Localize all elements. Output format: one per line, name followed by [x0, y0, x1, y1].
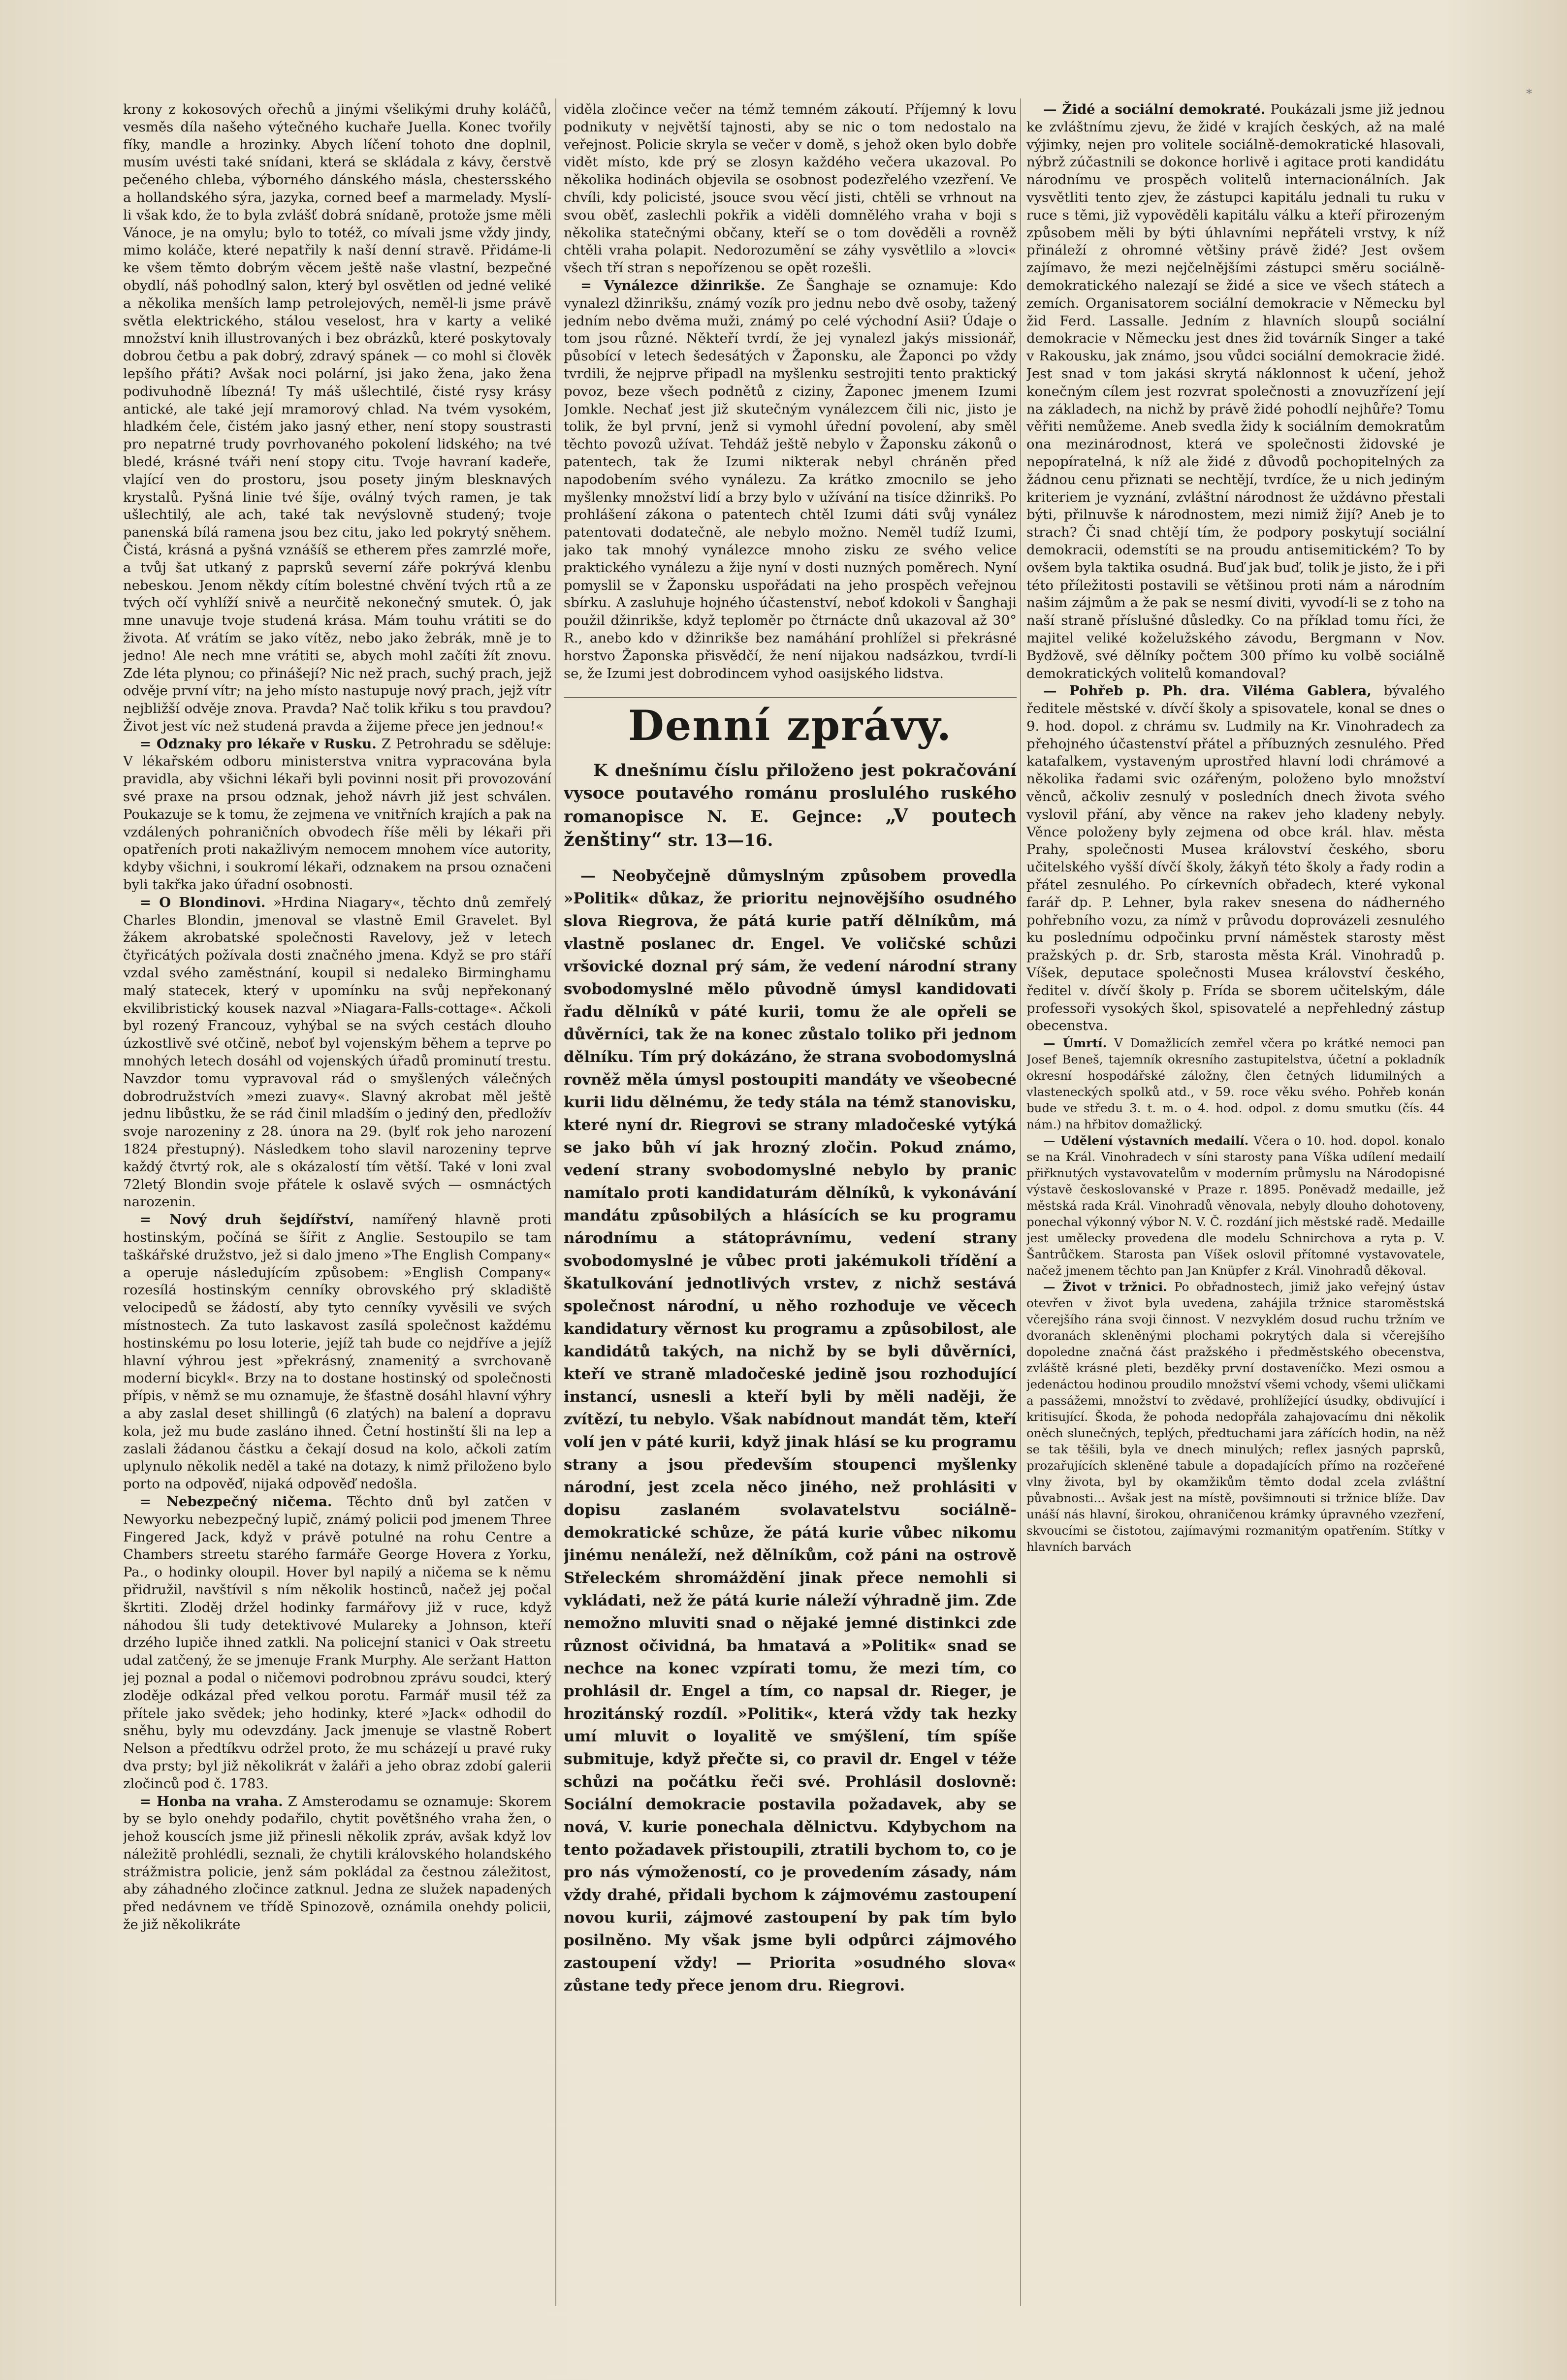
article-paragraph	[123, 894, 551, 1211]
article-body: Z Petrohradu se sděluje: V lékařském odboru ministerstva vnitra vypracována byla pravidla, aby všichni lékaři byli povinni nosit při provozování své praxe na prsou odznak, jehož návrh již jest schválen. Poukazuje se k tomu, že zejmena ve vnitřních krajích a pak na vzdálených pohraničních obvodech říše měli by lékaři při opatřeních proti nakažlivým nemocem mnohem více autority, kdyby všichni, i soukromí lékaři, odznakem na prsou označeni byli takřka jako úřadní osobnosti.	[123, 736, 551, 893]
novel-title: „V poutech ženštiny“	[564, 804, 1017, 851]
section-heading: Denní zprávy.	[564, 697, 1017, 750]
article-paragraph	[564, 101, 1017, 277]
article-body: Těchto dnů byl zatčen v Newyorku nebezpečný lupič, známý policii pod jmenem Three Fingered Jack, když v právě potulné na rohu Centre a Chambers streetu starého farmáře George Hovera z Yorku, Pa., o hodinky oloupil. Hover byl napilý a ničema se k němu přidružil, navštívil s ním několik hostinců, načež jej počal škrtiti. Zloděj držel hodinky farmářovy již v ruce, když náhodou šli tudy detektivové Mulareky a Johnson, kteří drzého lupiče ihned zatkli. Na policejní stanici v Oak streetu udal zatčený, že se jmenuje Frank Murphy. Ale seržant Hatton jej poznal a podal o ničemovi podrobnou zprávu soudci, který zloděje odkázal před velkou porotu. Farmář musil též za přítele jako svědek; jeho hodinky, které »Jack« odhodil do sněhu, byly mu odevzdány. Jack jmenuje se vlastně Robert Nelson a předtíkvu održel proto, že mu scházejí u pravé ruky dva prsty; byl již několikrát v žaláři a jeho obraz zdobí galerii zločinců pod č. 1783.	[123, 1493, 551, 1792]
article-body: bývalého ředitele městské v. dívčí školy a spisovatele, konal se dnes o 9. hod. dopol. z chrámu sv. Ludmily na Kr. Vinohradech za přehojného účastenství přátel a příbuzných zesnulého. Před katafalkem, vystaveným uprostřed hlavní lodi chrámové a několika řadami svic ozářeným, položeno bylo množství věnců, ačkoliv zesnulý v posledních dnech života svého vyslovil přání, aby věnce na rakev jeho kladeny nebyly. Věnce položeny byly zejmena od obce král. hlav. města Prahy, společnosti Musea království českého, sboru učitelského vyšší dívčí školy, žákyň této školy a řady rodin a přátel zesnulého. Po církevních obřadech, které vykonal farář dp. P. Lehner, byla rakev snesena do nádherného pohřebního vozu, za nímž v průvodu doprovázeli zesnulého ku poslednímu odpočinku první náměstek starosty měst pražských p. dr. Srb, starosta města Král. Vinohradů p. Víšek, deputace společnosti Musea království českého, ředitel v. dívčí školy p. Frída se sborem učitelským, dále professoři vysokých škol, spisovatelé a nepřehledný zástup obecenstva.	[1026, 683, 1445, 1034]
article-headline: — Židé a sociální demokraté.	[1043, 101, 1266, 117]
article-paragraph	[123, 1793, 551, 1934]
article-paragraph	[1026, 1035, 1445, 1132]
notice-pages: str. 13—16.	[662, 831, 773, 851]
article-body: Z Amsterodamu se oznamuje: Skorem by se bylo onehdy podařilo, chytit povětšného vraha žen, o jehož kouscích jsme již přinesli několik zpráv, avšak když lov náležitě prohlédli, seznali, že chytili královského holandského strážmistra policie, jenž sám pokládal za čestnou záležitost, aby záhadného zločince zatknul. Jedna ze služek napadených před nedávnem ve třídě Spinozově, oznámila onehdy policii, že již několikráte	[123, 1793, 551, 1933]
article-paragraph	[564, 865, 1017, 1997]
article-body: Ze Šanghaje se oznamuje: Kdo vynalezl džinrikšu, známý vozík pro jednu nebo dvě osoby, tažený jedním nebo dvěma muži, známý po celé východní Asii? Údaje o tom jsou různé. Někteří tvrdí, že jej vynalezl jakýs missionář, působící v letech šedesátých v Žaponsku, ale Žaponci po vždy tvrdili, že nejprve připadl na myšlenku sestrojiti tento praktický povoz, beze všech podnětů z ciziny, Žaponec jmenem Izumi Jomkle. Nechať jest již skutečným vynálezcem čili nic, jisto je tolik, že byl první, jenž si vymohl úřední povolení, aby směl těchto povozů užívat. Tehdáž ještě nebylo v Žaponsku zákonů o patentech, tak že Izumi nikterak nebyl chráněn před napodobením svého vynálezu. Za krátko zmocnilo se jeho myšlenky množství lidí a brzy bylo v užívání na tisíce džinrikš. Po prohlášení zákona o patentech chtěl Izumi dáti svůj vynález patentovati dodatečně, ale nebylo možno. Neměl tudíž Izumi, jako tak mnohý vynálezce mnoho zisku ze svého velice praktického vynálezu a žije nyní v dosti nuzných poměrech. Nyní pomyslil se v Žaponsku uspořádati na jeho prospěch veřejnou sbírku. A zasluhuje hojného účastenství, neboť kdokoli v Šanghaji použil džinrikše, když teploměr po čtrnácte dnů ukazoval až 30° R., anebo kdo v džinrikše bez namáhání prohlížel si překrásné horstvo Žaponska přisvědčí, že není nijakou nadsázkou, tvrdí-li se, že Izumi jest dobrodincem vyhod oasijského lidstva.	[564, 277, 1017, 681]
column-rule	[1020, 98, 1021, 2306]
article-body: Poukázali jsme již jednou ke zvláštnímu zjevu, že židé v krajích českých, až na malé výjimky, nejen pro volitele sociálně-demokratické hlasovali, nýbrž zúčastnili se dokonce horlivě i agitace proti kandidátu národnímu ve prospěch volitelů internacionálních. Jak vysvětliti tento zjev, že zástupci kapitálu jednali tu ruku v ruce s těmi, již vypověděli kapitálu válku a kteří přirozeným způsobem měli by býti úhlavními nepřáteli vrstvy, k níž přináleží z ohromné většiny právě židé? Jest ovšem zajímavo, že mezi nejčelnějšími zástupci směru sociálně-demokratického nalezají se židé a sice ve všech státech a zemích. Organisatorem sociální demokracie v Německu byl žid Ferd. Lassalle. Jedním z hlavních sloupů sociální demokracie v Německu jest dnes žid továrník Singer a také v Rakousku, jak známo, jsou vůdci sociální demokracie židé. Jest snad v tom jakási skrytá náklonnost k učení, jehož konečným cílem jest rozvrat společnosti a znovuzřízení její na základech, na nichž by právě židé pohodlí nejhůře? Tomu věřiti nemůžeme. Aneb svedla židy k sociálním demokratům ona mezinárodnost, která ve společnosti židovské je nepopíratelná, k níž ale židé z důvodů pochopitelných za žádnou cenu přiznati se nechtějí, tvrdíce, že u nich jediným kriteriem je vyznání, zvláštní národnost že uždávno přestali býti, přilnuvše k národnostem, mezi nimiž žijí? Aneb je to strach? Či snad chtějí tím, že podpory poskytují sociální demokracii, odemstíti se na proudu antisemitickém? To by ovšem byla taktika osudná. Buď jak buď, tolik je jisto, že i při této příležitosti postavili se většinou proti nám a národním našim zájmům a že pak se nesmí diviti, vyvodí-li se z toho na naší straně příslušné důsledky. Co na příklad tomu říci, že majitel veliké koželužského závodu, Bergmann v Nov. Bydžově, své dělníky počtem 300 přímo ku volbě sociálně demokratických volitelů komandoval?	[1026, 101, 1445, 681]
article-paragraph	[1026, 682, 1445, 1035]
article-paragraph	[564, 277, 1017, 682]
article-paragraph	[1026, 101, 1445, 682]
article-body: provedla »Politik« důkaz, že prioritu nejnovějšího osudného slova Riegrova, že pátá kurie patří dělníkům, má vlastně poslanec dr. Engel. Ve voličské schůzi vršovické doznal prý sám, že vedení národní strany svobodomyslné mělo původně úmysl kandidovati řadu dělníků v páté kurii, tomu že ale opřeli se důvěrníci, tak že na konec zůstalo toliko při jednom dělníku. Tím prý dokázáno, že strana svobodomyslná rovněž měla úmysl postoupiti mandáty ve všeobecné kurii lidu dělnému, že tedy stála na témž stanovisku, které nyní dr. Riegrovi se strany mladočeské vytýká se jako bůh ví jak hrozný zločin. Pokud známo, vedení strany svobodomyslné nebylo by pranic namítalo proti kandidaturám dělníků, k vykonávání mandátu způsobilých a hlásících se ku programu národnímu a státoprávnímu, vedení strany svobodomyslné je vůbec proti jakémukoli třídění a škatulkování jednotlivých vrstev, z nichž sestává společnost národní, u něho rozhoduje ve věcech kandidatury věrnost ku programu a způsobilost, ale kandidátů takých, na nichž by se byli důvěrníci, kteří ve straně mladočeské jedině jsou rozhodující instancí, usnesli a kteří byli by měli naději, že zvítězí, tu nebylo. Však nabídnout mandát těm, kteří volí jen v páté kurii, když jinak hlásí se ku programu strany a jsou především stoupenci myšlenky národní, jest zcela něco jiného, než prohlásiti v dopisu zaslaném svolavatelstvu sociálně-demokratické schůze, že pátá kurie vůbec nikomu jinému nenáleží, než dělníkům, což páni na ostrově Střeleckém shromáždění jinak přece nemohli si vykládati, než že pátá kurie náleží výhradně jim. Zde nemožno mluviti snad o nějaké jemné distinkci zde různost očividná, ba hmatavá a »Politik« snad se nechce na konec vzpírati tomu, že mezi tím, co prohlásil dr. Engel a tím, co napsal dr. Rieger, je hrozitánský rozdíl. »Politik«, která vždy tak hezky umí mluvit o loyalitě ve smýšlení, tím spíše submituje, když přečte si, co pravil dr. Engel v téže schůzi na počátku řeči své. Prohlásil doslovně: Sociální demokracie postavila požadavek, aby se nová, V. kurie ponechala dělnictvu. Kdybychom na tento požadavek přistoupili, ztratili bychom to, co je pro nás výmožeností, co je provedením zásady, nám vždy drahé, přidali bychom k zájmovému zastoupení novou kurii, zájmové zastoupení by pak tím bylo posilněno. My však jsme byli odpůrci zájmového zastoupení vždy! — Priorita »osudného slova« zůstane tedy přece jenom dru. Riegrovi.	[564, 867, 1017, 1995]
article-headline: = Vynálezce džinrikše.	[580, 277, 766, 293]
article-headline: = Nebezpečný ničema.	[140, 1493, 332, 1510]
article-body: V Domažlicích zemřel včera po krátké nemoci pan Josef Beneš, tajemník okresního zastupitelstva, účetní a pokladník okresní hospodářské záložny, člen četných lidumilných a vlasteneckých spolků atd., v 59. roce věku svého. Pohřeb konán bude ve středu 3. t. m. o 4. hod. odpol. z domu smutku (čís. 44 nám.) na hřbitov domažlický.	[1026, 1036, 1445, 1132]
article-body: »Hrdina Niagary«, těchto dnů zemřelý Charles Blondin, jmenoval se vlastně Emil Gravelet. Byl žákem akrobatské společnosti Ravelovy, jež v letech čtyřicátých požívala dosti značného jmena. Když se pro stáří vzdal svého zaměstnání, koupil si nedaleko Birminghamu malý statecek, který v upomínku na svůj nepřekonaný ekvilibristický kousek nazval »Niagara-Falls-cottage«. Ačkoli byl rozený Francouz, vyhýbal se na svých cestách dlouho úzkostlivě své otčině, neboť byl vojenským během a teprve po mnohých letech dosáhl od vojenských úřadů prominutí trestu. Navzdor tomu vypravoval rád o smyšlených válečných dobrodružstvích »mezi zuavy«. Slavný akrobat měl ještě jednu libůstku, že se rád činil mladším o jediný den, předložív svoje narozeniny z 28. února na 29. (bylť rok jeho narození 1824 přestupný). Následkem toho slavil narozeniny teprve každý čtvrtý rok, ale s okázalostí tím větší. Také v loni zval 72letý Blondin svoje přátele k oslavě svých — osmnáctých narozenin.	[123, 894, 551, 1210]
article-headline: = O Blondinovi.	[140, 894, 266, 910]
article-body: namířený hlavně proti hostinským, počíná se šířit z Anglie. Sestoupilo se tam taškářské družstvo, jež si dalo jmeno »The English Company« a operuje následujícím způsobem: »English Company« rozesílá hostinským cenníky obrovského prý skladiště velocipedů se žádostí, aby tyto cenníky vyvěsili ve svých místnostech. Za tuto laskavost zasílá společnost každému hostinskému po losu loterie, jejíž tah bude co nejdříve a jejíž hlavní výhrou jest »překrásný, znamenitý a svrchovaně moderní bicykl«. Brzy na to dostane hostinský od společnosti přípis, v němž se mu oznamuje, že šťastně dosáhl hlavní výhry a aby zaslal deset shillingů (6 zlatých) na balení a dopravu kola, jež mu bude zasláno ihned. Četní hostinští šli na lep a zaslali žádanou částku a čekají dosud na kolo, ačkoli zatím uplynulo několik neděl a také na dotazy, k nimž přiloženo bylo porto na odpověď, nijaká odpověď nedošla.	[123, 1212, 551, 1492]
notice-text: K dnešnímu číslu přiloženo jest pokračování vysoce poutavého románu proslulého ruského romanopisce N. E. Gejnce:	[564, 761, 1017, 827]
supplement-notice	[564, 759, 1017, 852]
column-rule	[555, 98, 556, 2306]
article-paragraph	[1026, 1132, 1445, 1279]
column-left	[123, 101, 551, 2306]
article-headline: — Úmrtí.	[1043, 1036, 1107, 1051]
page-marker: *	[1526, 87, 1532, 100]
article-headline: = Honba na vraha.	[140, 1793, 283, 1809]
article-headline: — Pohřeb p. Ph. dra. Viléma Gablera,	[1043, 683, 1372, 699]
article-body: Po obřadnostech, jimiž jako veřejný ústav otevřen v život byla uvedena, zahájila tržnice staroměstská včerejšího rána svoji činnost. V nezvyklém dosud ruchu tržním ve dvoranách skleněnými plochami pokrytých dala si včerejšího dopoledne značná část pražského i předměstského obecenstva, zvláště krásné pleti, bezděky první dostaveníčko. Mezi osmou a jedenáctou hodinou proudilo množství všemi vchody, všemi uličkami a passážemi, množství to zvědavé, prohlížející úsudky, obdivující i kritisující. Škoda, že pohoda nedopřála zahajovacímu dni několik oněch slunečných, teplých, předtuchami jara zářících hodin, na něž se tak těšili, byla ve dnech minulých; reflex jasných paprsků, prozařujících skleněné tabule a dopadajících přímo na rozčeřené vlny života, byl by okamžikům těmto dodal zcela zvláštní půvabnosti... Avšak jest na místě, povšimnouti si tržnice blíže. Dav unáší nás hlavní, širokou, ohraničenou krámky úpravného vzezření, skvoucími se čistotou, zajímavými rozmanitým opatřením. Stítky v hlavních barvách	[1026, 1280, 1445, 1554]
article-paragraph	[123, 736, 551, 894]
column-middle	[564, 101, 1017, 2306]
article-headline: = Nový druh šejdířství,	[140, 1212, 354, 1228]
article-paragraph	[1026, 1279, 1445, 1555]
article-paragraph	[123, 1493, 551, 1793]
article-body: krony z kokosových ořechů a jinými všelikými druhy koláčů, vesměs díla našeho výtečného kuchaře Juella. Konec tvořily fíky, mandle a hrozinky. Abych líčení tohoto dne doplnil, musím uvésti také snídani, která se skládala z kávy, čerstvě pečeného chleba, výborného dánského másla, chestersského a hollandského sýra, jazyka, corned beef a marmelady. Myslí-li však kdo, že to byla zvlášť dobrá snídaně, protože jsme měli Vánoce, je na omylu; bylo to totéž, co mívali jsme vždy jindy, mimo koláče, které nepatřily k naší denní stravě. Přidáme-li ke všem těmto dobrým věcem ještě naše vlastní, bezpečné obydlí, náš pohodlný salon, který byl osvětlen od jedné veliké a několika menších lamp petrolejových, neměl-li jsme právě světla elektrického, stálou veselost, hra v karty a veliké množství knih illustrovaných i bez obrázků, které poskytovaly dobrou četbu a pak dobrý, zdravý spánek — co mohl si člověk lepšího přáti? Avšak noci polární, jsi jako žena, jako žena podivuhodně líbezná! Ty máš ušlechtilé, čisté rysy krásy antické, ale také její mramorový chlad. Na tvém vysokém, hladkém čele, čistém jako jasný ether, není stopy soustrasti pro nepatrné trudy povrhovaného pokolení lidského; na tvé bledé, krásné tváři není stopy citu. Tvoje havraní kadeře, vlající ven do prostoru, jsou posety jiným blesknavých krystalů. Pyšná linie tvé šíje, oválný tvých ramen, je tak ušlechtilý, ale ach, také tak nevýslovně studený; tvoje panenská bílá ramena jsou bez citu, jako led pokrytý sněhem. Čistá, krásná a pyšná vznášíš se etherem přes zamrzlé moře, a tvůj šat utkaný z paprsků severní záře pokrývá klenbu nebeskou. Jenom někdy cítím bolestné chvění tvých rtů a ze tvých očí vyhlíží snivě a neurčitě nekonečný smutek. Ó, jak mne unavuje tvoje studená krása. Mám touhu vrátiti se do života. Ať vrátím se jako vítěz, nebo jako žebrák, mně je to jedno! Ale nech mne vrátiti se, abych mohl začíti žít znovu. Zde léta plynou; co přinášejí? Nic než prach, suchý prach, jejž odvěje první vítr; na jeho místo nastupuje nový prach, jejž vítr nejbližší odvěje znova. Pravda? Nač tolik křiku s tou pravdou? Život jest víc než studená pravda a žijeme přece jen jednou!«	[123, 101, 551, 734]
article-headline: — Život v tržnici.	[1043, 1280, 1167, 1294]
column-right	[1026, 101, 1445, 2306]
article-paragraph	[123, 1211, 551, 1493]
article-headline: — Neobyčejně důmyslným způsobem	[580, 867, 927, 885]
article-body: Včera o 10. hod. dopol. konalo se na Král. Vinohradech v síni starosty pana Víška udílení medailí přiřknutých vystavovatelům v moderním průmyslu na Národopisné výstavě českoslovanské v Praze r. 1895. Poněvadž medaille, jež městská rada Král. Vinohradů věnovala, nebyly dlouho dohotoveny, ponechal výkonný výbor N. V. Č. rozdání jich městské radě. Medaille jest umělecky provedena dle modelu Schnirchova a ryta p. V. Šantrůčkem. Starosta pan Víšek oslovil přítomné vystavovatele, načež jmenem těchto pan Jan Knüpfer z Král. Vinohradů děkoval.	[1026, 1133, 1445, 1278]
article-body: viděla zločince večer na témž temném zákoutí. Příjemný k lovu podnikuty v největší tajnosti, aby se nic o tom nedostalo na veřejnost. Policie skryla se večer v domě, s jehož oken bylo dobře vidět místo, kde prý se zlosyn každého večera ukazoval. Po několika hodinách objevila se osobnost podezřelého vzezření. Ve chvíli, kdy policisté, jsouce svou věcí jisti, chtěli se vrhnout na svou oběť, zaslechli pokřik a viděli domnělého vraha v boji s několika statečnými občany, kteří se o tom dověděli a rovněž chtěli vraha polapit. Nedorozumění se záhy vysvětlilo a »lovci« všech tří stran s nepořízenou se opět rozešli.	[564, 101, 1017, 276]
article-headline: — Udělení výstavních medailí.	[1043, 1133, 1249, 1148]
article-headline: = Odznaky pro lékaře v Rusku.	[140, 736, 377, 752]
article-paragraph	[123, 101, 551, 736]
